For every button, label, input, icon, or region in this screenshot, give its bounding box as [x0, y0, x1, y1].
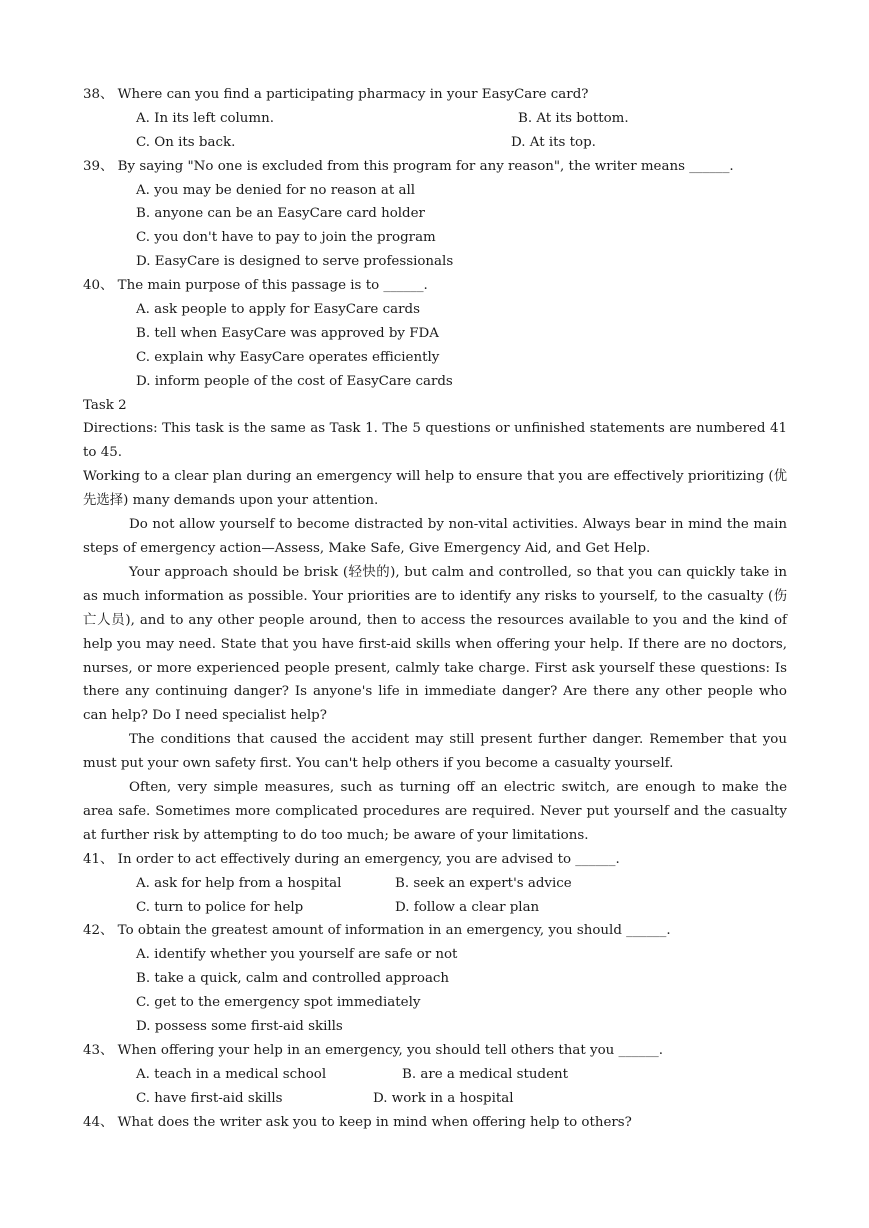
question-41-option-a: A. ask for help from a hospital	[136, 875, 342, 891]
question-43-option-d: D. work in a hospital	[373, 1090, 514, 1106]
passage-paragraph-3: Your approach should be brisk (轻快的), but calm and controlled, so that you can quickly take in as much information as possible. Your priorities are to identify any risks to yourself, to the casualty (伤亡人员), and to any other people around, then to access the resources available to you and the kind of help you may need. State that you have first-aid skills when offering your help. If there are no doctors, nurses, or more experienced people present, calmly take charge. First ask yourself these questions: Is there any continuing danger? Is anyone's life in immediate danger? Are there any other people who can help? Do I need specialist help?	[83, 564, 787, 724]
question-40-option-b: B. tell when EasyCare was approved by FDA	[136, 325, 439, 341]
question-38-options-row-1	[83, 107, 787, 131]
question-39-option-d: D. EasyCare is designed to serve professionals	[136, 254, 454, 270]
question-42-stem: 42、 To obtain the greatest amount of information in an emergency, you should ______.	[83, 923, 671, 939]
task-2-directions: Directions: This task is the same as Task 1. The 5 questions or unfinished statements are numbered 41 to 45.	[83, 421, 787, 461]
question-39-option-b: B. anyone can be an EasyCare card holder	[136, 206, 425, 222]
passage-paragraph-5: Often, very simple measures, such as turning off an electric switch, are enough to make the area safe. Sometimes more complicated procedures are required. Never put yourself and the casualty at further risk by attempting to do too much; be aware of your limitations.	[83, 780, 787, 843]
question-38-options-row-2	[83, 131, 787, 155]
question-41-options-row-1	[83, 872, 787, 896]
question-41-option-b: B. seek an expert's advice	[395, 875, 572, 891]
question-43-option-a: A. teach in a medical school	[136, 1066, 327, 1082]
question-41-option-d: D. follow a clear plan	[395, 899, 540, 915]
question-38-stem: 38、 Where can you find a participating pharmacy in your EasyCare card?	[83, 87, 589, 102]
question-41-stem: 41、 In order to act effectively during an emergency, you are advised to ______.	[83, 851, 620, 867]
question-43-option-c: C. have first-aid skills	[136, 1090, 283, 1106]
question-43-options-row-1	[83, 1063, 787, 1087]
question-43-stem: 43、 When offering your help in an emergency, you should tell others that you ______.	[83, 1042, 663, 1058]
exam-page	[83, 83, 787, 1134]
question-38-option-c: C. On its back.	[136, 134, 236, 150]
question-39-option-a: A. you may be denied for no reason at all	[136, 182, 416, 198]
question-40-stem: 40、 The main purpose of this passage is to ______.	[83, 278, 428, 294]
question-38-option-a: A. In its left column.	[136, 110, 274, 126]
passage-paragraph-1: Working to a clear plan during an emergency will help to ensure that you are effectively prioritizing (优先选择) many demands upon your attention.	[83, 469, 787, 509]
question-41-options-row-2	[83, 896, 787, 920]
passage-paragraph-2: Do not allow yourself to become distracted by non-vital activities. Always bear in mind the main steps of emergency action—Assess, Make Safe, Give Emergency Aid, and Get Help.	[83, 517, 787, 556]
question-40-option-c: C. explain why EasyCare operates efficiently	[136, 349, 440, 365]
question-42-option-c: C. get to the emergency spot immediately	[136, 995, 421, 1011]
question-41-option-c: C. turn to police for help	[136, 899, 304, 915]
question-42-option-b: B. take a quick, calm and controlled approach	[136, 971, 450, 987]
question-43-option-b: B. are a medical student	[402, 1066, 569, 1082]
question-40-option-d: D. inform people of the cost of EasyCare cards	[136, 373, 453, 389]
question-43-options-row-2	[83, 1087, 787, 1111]
question-39-stem: 39、 By saying "No one is excluded from this program for any reason", the writer means ______.	[83, 158, 734, 174]
question-39-option-c: C. you don't have to pay to join the program	[136, 230, 436, 246]
passage-paragraph-4: The conditions that caused the accident may still present further danger. Remember that you must put your own safety first. You can't help others if you become a casualty yourself.	[83, 732, 787, 772]
question-40-option-a: A. ask people to apply for EasyCare cards	[136, 302, 420, 318]
question-38-option-d: D. At its top.	[511, 134, 596, 150]
question-42-option-a: A. identify whether you yourself are safe or not	[136, 947, 458, 963]
question-44-stem: 44、 What does the writer ask you to keep in mind when offering help to others?	[83, 1114, 632, 1130]
question-38-option-b: B. At its bottom.	[518, 110, 629, 126]
question-42-option-d: D. possess some first-aid skills	[136, 1019, 343, 1035]
task-2-title: Task 2	[83, 397, 127, 413]
